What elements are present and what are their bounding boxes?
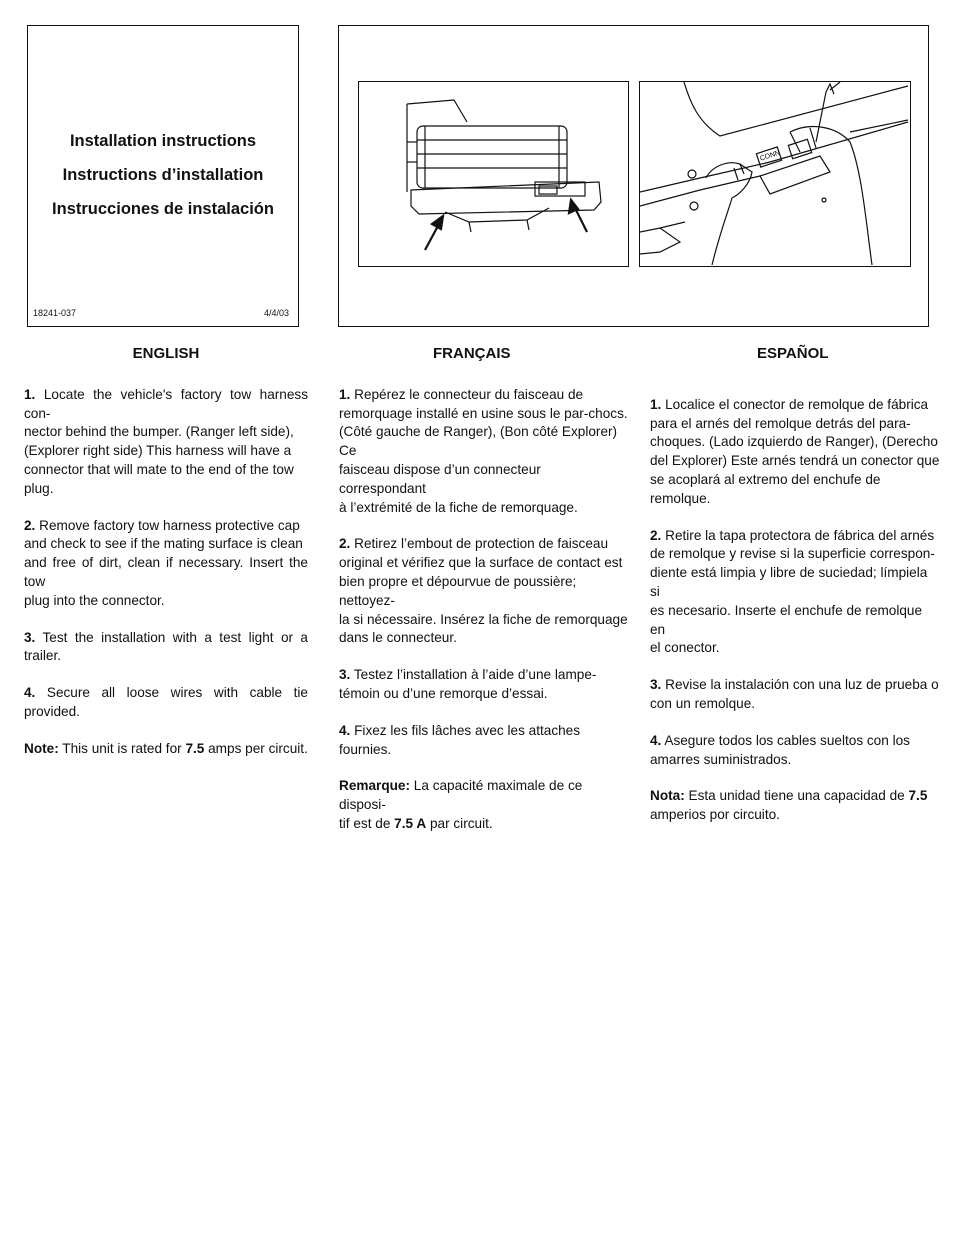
truck-rear-arrows-illustration xyxy=(359,82,627,265)
figures-box xyxy=(338,25,929,327)
spanish-step-4: 4. Asegure todos los cables sueltos con los amarres suministrados. xyxy=(650,732,910,767)
spanish-step-1: 1. Localice el conector de remolque de fábrica para el arnés del remolque detrás del para- choques. (Lado izquierdo de Ranger), (Derecho del Explorer) Este arnés tendrá un conector que se acoplará al extremo del enchufe de remolque. xyxy=(650,396,940,506)
french-heading: FRANÇAIS xyxy=(433,345,511,362)
english-note: Note: This unit is rated for 7.5 amps per circuit. xyxy=(24,740,308,756)
revision-date: 4/4/03 xyxy=(263,308,289,318)
spanish-note: Nota: Esta unidad tiene una capacidad de 7.5 amperios por circuito. xyxy=(650,788,928,823)
hands-plug-figure xyxy=(639,81,911,267)
plug-label: CONN xyxy=(759,149,781,163)
spanish-column xyxy=(650,345,940,825)
title-box xyxy=(27,25,299,327)
french-step-3: 3. Testez l’installation à l’aide d’une lampe- témoin ou d’une remorque d’essai. xyxy=(339,667,597,701)
english-step-4: 4. Secure all loose wires with cable tie provided. xyxy=(24,685,308,719)
title-spanish: Instrucciones de instalación xyxy=(52,200,274,218)
english-heading: ENGLISH xyxy=(132,345,200,362)
title-english: Installation instructions xyxy=(69,132,257,150)
hands-connecting-plug-illustration xyxy=(640,82,909,265)
french-column xyxy=(339,345,629,834)
english-step-2: 2. Remove factory tow harness protective cap and check to see if the mating surface is clean and free of dirt, clean if necessary. Insert the tow plug into the connector. xyxy=(24,517,308,608)
english-step-1: 1. Locate the vehicle's factory tow harness con- nector behind the bumper. (Ranger left side), (Explorer right side) This harness will have a connector that will mate to the end of the tow plug. xyxy=(24,386,308,496)
spanish-step-2: 2. Retire la tapa protectora de fábrica del arnés de remolque y revise si la superficie correspon- diente está limpia y libre de suciedad; límpiela si es necesario. Inserte el enchufe de remolque en el conector. xyxy=(650,527,935,656)
french-step-4: 4. Fixez les fils lâches avec les attaches fournies. xyxy=(339,722,581,757)
french-step-2: 2. Retirez l’embout de protection de faisceau original et vérifiez que la surface de contact est bien propre et dépourvue de poussière; nettoyez- la si nécessaire. Insérez la fiche de remorquage dans le connecteur. xyxy=(339,536,628,646)
french-note: Remarque: La capacité maximale de ce disposi- tif est de 7.5 A par circuit. xyxy=(339,778,583,831)
english-step-3: 3. Test the installation with a test light or a trailer. xyxy=(24,629,308,664)
truck-rear-figure xyxy=(358,81,629,267)
english-column xyxy=(24,345,308,759)
french-step-1: 1. Repérez le connecteur du faisceau de remorquage installé en usine sous le par-chocs. (Côté gauche de Ranger), (Bon côté Explorer) Ce faisceau dispose d’un connecteur correspondant à l’extrémité de la fiche de remorquage. xyxy=(339,386,628,515)
part-number: 18241-037 xyxy=(33,308,77,318)
spanish-step-3: 3. Revise la instalación con una luz de prueba o con un remolque. xyxy=(650,677,939,711)
spanish-heading: ESPAÑOL xyxy=(757,345,829,362)
title-french: Instructions d’installation xyxy=(62,166,264,184)
